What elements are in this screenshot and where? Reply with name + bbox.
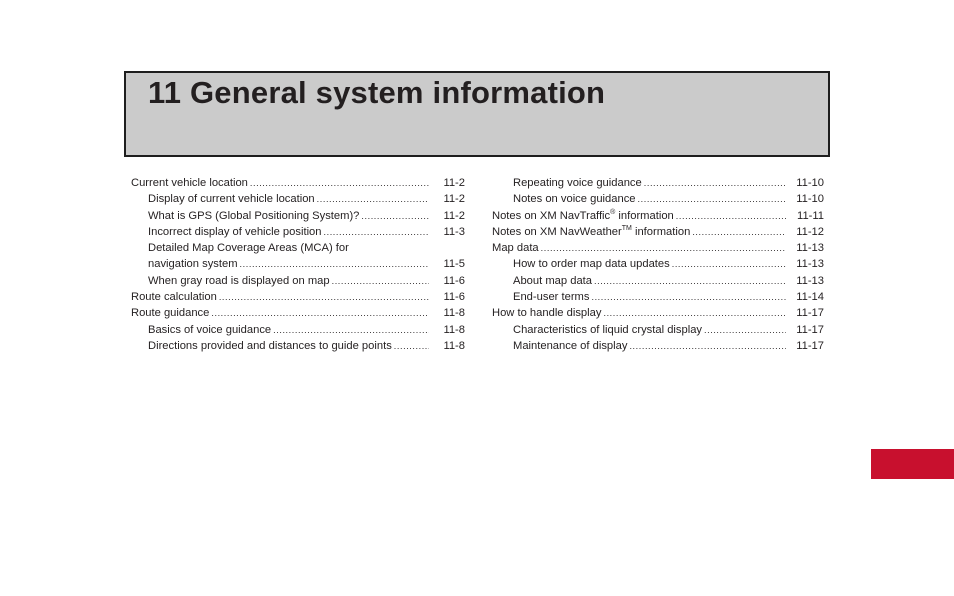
toc-entry-page: 11-12 xyxy=(796,225,824,238)
toc-entry-label: About map data xyxy=(513,274,592,287)
chapter-tab-marker xyxy=(871,449,954,479)
toc-entry-page: 11-10 xyxy=(796,193,824,206)
toc-entry[interactable] xyxy=(131,322,465,338)
chapter-title: 11 General system information xyxy=(148,75,606,110)
toc-entry[interactable] xyxy=(131,305,465,321)
toc-entry-label: Repeating voice guidance xyxy=(513,177,642,189)
toc-entry[interactable] xyxy=(492,175,824,191)
toc-entry-label: Maintenance of display xyxy=(513,339,628,352)
toc-entry-page: 11-13 xyxy=(796,242,824,255)
toc-entry-page: 11-14 xyxy=(796,291,824,304)
toc-leader-dots xyxy=(394,338,429,354)
toc-entry[interactable] xyxy=(131,338,465,354)
toc-entry-page: 11-8 xyxy=(443,307,465,320)
toc-leader-dots xyxy=(594,273,786,289)
toc-entry[interactable] xyxy=(492,289,824,305)
toc-entry-label: Route calculation xyxy=(131,291,217,304)
toc-leader-dots xyxy=(240,256,429,272)
toc-entry-page: 11-10 xyxy=(796,177,824,189)
toc-entry[interactable] xyxy=(492,191,824,207)
toc-entry-page: 11-13 xyxy=(796,258,824,271)
toc-entry-label-text: Notes on XM NavWeather xyxy=(492,225,622,238)
toc-entry[interactable] xyxy=(131,224,465,240)
toc-entry[interactable] xyxy=(492,224,824,240)
toc-leader-dots xyxy=(603,305,786,321)
toc-entry-label xyxy=(492,224,690,240)
toc-entry-label-text: information xyxy=(631,225,691,238)
toc-entry-label: Incorrect display of vehicle position xyxy=(148,225,322,238)
toc-entry-label-text: information xyxy=(615,209,674,222)
trademark-mark: TM xyxy=(621,224,632,232)
toc-entry-label: What is GPS (Global Positioning System)? xyxy=(148,209,360,222)
toc-entry-label-line1: Detailed Map Coverage Areas (MCA) for xyxy=(148,242,349,255)
toc-leader-dots xyxy=(219,289,429,305)
toc-entry-label: Characteristics of liquid crystal display xyxy=(513,323,703,336)
chapter-header xyxy=(124,71,830,157)
toc-entry[interactable] xyxy=(492,338,824,354)
toc-leader-dots xyxy=(692,224,786,240)
toc-entry-label: Basics of voice guidance xyxy=(148,323,272,336)
toc-entry-label: navigation system xyxy=(148,258,238,271)
toc-leader-dots xyxy=(672,256,786,272)
toc-entry[interactable] xyxy=(131,175,465,191)
toc-leader-dots xyxy=(332,273,429,289)
toc-leader-dots xyxy=(361,208,429,224)
toc-entry-label-text: Notes on XM NavTraffic xyxy=(492,209,611,222)
toc-entry[interactable] xyxy=(492,305,824,321)
toc-entry-page: 11-6 xyxy=(443,274,465,287)
toc-leader-dots xyxy=(541,240,786,256)
toc-entry-page: 11-17 xyxy=(796,339,824,352)
toc-entry[interactable] xyxy=(492,273,824,289)
toc-entry-label: Current vehicle location xyxy=(131,177,248,189)
toc-entry-page: 11-3 xyxy=(443,225,465,238)
toc-entry-label: Notes on voice guidance xyxy=(513,193,636,206)
toc-entry-label: How to handle display xyxy=(492,307,602,320)
toc-entry-label: End-user terms xyxy=(513,291,590,304)
toc-entry-page: 11-2 xyxy=(443,209,465,222)
toc-leader-dots xyxy=(629,338,786,354)
toc-entry[interactable] xyxy=(492,322,824,338)
toc-entry[interactable] xyxy=(131,289,465,305)
toc-entry-page: 11-8 xyxy=(443,323,465,336)
toc-entry-page: 11-2 xyxy=(443,177,465,189)
toc-entry[interactable] xyxy=(131,273,465,289)
toc-entry[interactable] xyxy=(492,208,824,224)
toc-entry-label: Map data xyxy=(492,242,539,255)
toc-entry-page: 11-17 xyxy=(796,323,824,336)
toc-entry-label: Route guidance xyxy=(131,307,210,320)
toc-entry-page: 11-17 xyxy=(796,307,824,320)
toc-entry-page: 11-5 xyxy=(443,258,465,271)
toc-entry[interactable] xyxy=(131,256,465,272)
toc-leader-dots xyxy=(644,175,786,191)
toc-left-column xyxy=(131,175,465,354)
toc-entry[interactable] xyxy=(492,256,824,272)
toc-leader-dots xyxy=(591,289,786,305)
toc-entry-label: Directions provided and distances to guide points xyxy=(148,339,392,352)
toc-leader-dots xyxy=(638,191,786,207)
toc-entry-label xyxy=(492,208,674,224)
toc-entry-label: When gray road is displayed on map xyxy=(148,274,330,287)
toc-entry-page: 11-2 xyxy=(443,193,465,206)
toc-leader-dots xyxy=(273,322,429,338)
toc-entry-page: 11-13 xyxy=(796,274,824,287)
toc-leader-dots xyxy=(317,191,429,207)
toc-leader-dots xyxy=(704,322,786,338)
toc-entry-page: 11-6 xyxy=(443,291,465,304)
toc-entry-page: 11-11 xyxy=(797,209,824,222)
toc-right-column xyxy=(492,175,824,354)
toc-entry-label: How to order map data updates xyxy=(513,258,670,271)
toc-entry[interactable] xyxy=(492,240,824,256)
toc-leader-dots xyxy=(324,224,430,240)
toc-leader-dots xyxy=(250,175,429,191)
toc-entry[interactable] xyxy=(131,208,465,224)
toc-leader-dots xyxy=(211,305,429,321)
toc-entry-label: Display of current vehicle location xyxy=(148,193,315,206)
toc-entry-page: 11-8 xyxy=(443,339,465,352)
toc-leader-dots xyxy=(676,208,786,224)
registered-mark: ® xyxy=(610,208,616,216)
toc-entry-first-line[interactable] xyxy=(131,240,465,256)
toc-entry[interactable] xyxy=(131,191,465,207)
